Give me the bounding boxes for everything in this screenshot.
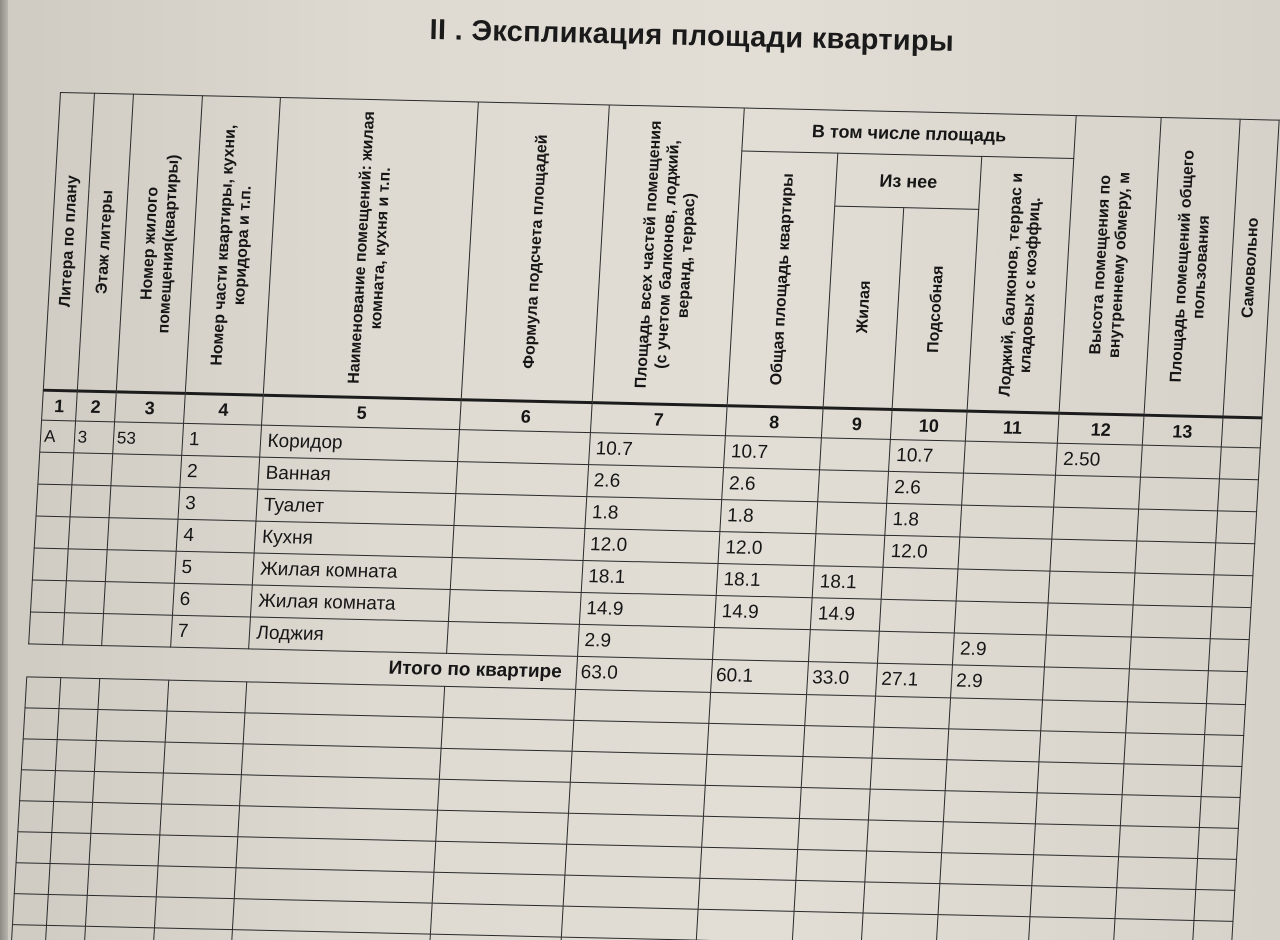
cell-floor: 3 — [73, 421, 114, 454]
cell-formula — [458, 430, 590, 465]
cell-unauthorized — [1217, 479, 1258, 512]
col-number: 11 — [966, 411, 1060, 443]
header-total-area: Общая площадь квартиры — [727, 151, 838, 408]
header-room-name: Наименование помещений: жилая комната, кухня и т.п. — [264, 98, 479, 400]
cell-floor — [71, 453, 112, 486]
cell-area-all: 2.6 — [586, 465, 723, 500]
cell-auxiliary — [880, 599, 957, 633]
cell-room-name: Ванная — [258, 457, 458, 493]
blank-cell — [563, 875, 700, 909]
blank-cell — [21, 739, 56, 771]
blank-cell — [436, 810, 568, 844]
blank-cell — [707, 723, 805, 756]
cell-apartment — [102, 614, 173, 648]
total-common — [1127, 669, 1208, 704]
blank-cell — [1030, 886, 1116, 919]
cell-total-area: 14.9 — [714, 596, 812, 630]
blank-cell — [867, 820, 944, 853]
header-apartment-number: Номер жилого помещения(квартиры) — [116, 94, 202, 393]
cell-part: 3 — [178, 487, 258, 521]
blank-cell — [705, 754, 803, 787]
cell-unauthorized — [1213, 543, 1254, 576]
cell-unauthorized — [1212, 575, 1253, 608]
cell-litera — [32, 548, 67, 581]
cell-auxiliary — [878, 631, 955, 665]
blank-cell — [1192, 920, 1233, 940]
blank-cell — [1199, 797, 1240, 829]
cell-room-name: Кухня — [255, 521, 455, 557]
cell-room-name: Коридор — [260, 425, 460, 461]
total-total-area: 60.1 — [711, 659, 809, 694]
cell-loggia — [954, 601, 1048, 635]
blank-cell — [235, 868, 435, 903]
cell-unauthorized — [1219, 447, 1260, 480]
cell-room-name: Туалет — [256, 489, 456, 525]
blank-cell — [434, 841, 566, 875]
cell-total-area: 2.6 — [722, 468, 820, 502]
cell-total-area: 12.0 — [718, 532, 816, 566]
cell-apartment: 53 — [113, 422, 184, 456]
cell-room-name: Лоджия — [249, 617, 449, 653]
blank-cell — [1034, 824, 1120, 857]
cell-litera — [36, 484, 71, 517]
cell-living — [818, 470, 889, 504]
cell-part: 7 — [170, 615, 250, 649]
cell-floor — [70, 485, 111, 518]
cell-living: 18.1 — [812, 566, 883, 600]
blank-cell — [163, 742, 243, 775]
header-floor: Этаж литеры — [77, 93, 133, 392]
cell-formula — [454, 494, 586, 529]
cell-common — [1131, 605, 1211, 639]
blank-cell — [165, 711, 245, 744]
blank-cell — [236, 837, 436, 872]
cell-apartment — [105, 550, 176, 584]
cell-loggia — [962, 473, 1056, 507]
blank-cell — [1029, 917, 1115, 940]
cell-area-all: 12.0 — [583, 529, 720, 564]
cell-height — [1052, 507, 1138, 541]
header-common-area: Площадь помещений общего пользования — [1144, 117, 1240, 416]
cell-auxiliary: 2.6 — [887, 471, 964, 505]
blank-cell — [947, 729, 1041, 762]
col-number: 7 — [590, 403, 727, 436]
cell-formula — [451, 558, 583, 593]
cell-auxiliary: 1.8 — [885, 503, 962, 537]
cell-part: 6 — [172, 583, 252, 617]
explication-table — [10, 92, 1280, 940]
cell-apartment — [111, 454, 182, 488]
cell-apartment — [107, 518, 178, 552]
cell-room-name: Жилая комната — [253, 553, 453, 589]
blank-cell — [940, 853, 1034, 886]
blank-cell — [156, 866, 236, 899]
cell-formula — [449, 589, 581, 624]
blank-cell — [872, 727, 949, 760]
blank-cell — [1195, 858, 1236, 890]
cell-floor — [62, 613, 103, 646]
blank-cell — [869, 789, 946, 822]
cell-litera — [31, 580, 66, 613]
blank-cell — [696, 909, 794, 940]
cell-common — [1129, 637, 1209, 671]
header-part-number: Номер части квартиры, кухни, коридора и т.п. — [185, 96, 281, 395]
blank-cell — [1036, 793, 1122, 826]
blank-cell — [11, 925, 46, 940]
header-living: Жилая — [823, 206, 904, 409]
blank-cell — [1041, 700, 1127, 733]
blank-cell — [87, 864, 158, 897]
blank-cell — [570, 751, 707, 785]
blank-cell — [48, 863, 89, 895]
cell-common — [1139, 477, 1219, 511]
blank-cell — [573, 689, 710, 723]
cell-loggia — [958, 537, 1052, 571]
header-loggia: Лоджий, балконов, террас и кладовых с коэффиц. — [967, 156, 1074, 413]
total-loggia: 2.9 — [951, 665, 1045, 700]
col-number: 1 — [42, 390, 77, 421]
blank-cell — [1032, 855, 1118, 888]
header-litera: Литера по плану — [43, 93, 94, 391]
cell-litera — [38, 452, 73, 485]
page-binding-edge — [0, 0, 8, 940]
cell-unauthorized — [1208, 639, 1249, 672]
blank-cell — [805, 695, 876, 728]
cell-part: 2 — [180, 455, 260, 489]
blank-cell — [1117, 857, 1197, 890]
col-number: 12 — [1058, 413, 1144, 445]
blank-cell — [945, 760, 1039, 793]
cell-area-all: 18.1 — [581, 560, 718, 595]
blank-cell — [1204, 704, 1245, 736]
blank-cell — [561, 906, 698, 940]
cell-area-all: 14.9 — [579, 592, 716, 627]
blank-cell — [1115, 888, 1195, 921]
blank-cell — [23, 708, 58, 740]
blank-cell — [1194, 889, 1235, 921]
blank-cell — [92, 771, 163, 804]
blank-cell — [91, 802, 162, 835]
cell-loggia — [964, 441, 1058, 475]
col-number: 3 — [114, 392, 185, 424]
blank-cell — [870, 758, 947, 791]
cell-common — [1140, 445, 1220, 479]
blank-cell — [244, 713, 444, 748]
cell-unauthorized — [1210, 607, 1251, 640]
blank-cell — [702, 816, 800, 849]
blank-cell — [161, 773, 241, 806]
cell-auxiliary — [881, 567, 958, 601]
blank-cell — [1113, 919, 1193, 940]
blank-cell — [57, 709, 98, 741]
cell-litera — [34, 516, 69, 549]
header-group-including: В том числе площадь — [742, 108, 1077, 158]
blank-cell — [1124, 733, 1204, 766]
col-number — [1221, 417, 1262, 448]
cell-formula — [453, 526, 585, 561]
cell-common — [1135, 541, 1215, 575]
cell-living — [809, 630, 880, 664]
cell-living: 14.9 — [810, 598, 881, 632]
blank-cell — [442, 717, 574, 751]
blank-cell — [698, 878, 796, 911]
blank-cell — [18, 801, 53, 833]
blank-cell — [59, 678, 100, 710]
blank-cell — [792, 911, 863, 940]
blank-cell — [800, 787, 871, 820]
header-formula: Формула подсчета площадей — [462, 102, 609, 403]
cell-height — [1054, 475, 1140, 509]
blank-cell — [1197, 828, 1238, 860]
cell-floor — [68, 517, 109, 550]
cell-area-all: 10.7 — [588, 433, 725, 468]
cell-area-all: 1.8 — [585, 497, 722, 532]
blank-cell — [796, 849, 867, 882]
blank-cell — [44, 925, 85, 940]
total-unauthorized — [1206, 671, 1247, 705]
cell-area-all: 2.9 — [577, 624, 714, 659]
blank-cell — [862, 913, 939, 940]
blank-cell — [20, 770, 55, 802]
blank-cell — [160, 804, 240, 837]
col-number: 5 — [262, 395, 462, 429]
cell-formula — [456, 462, 588, 497]
blank-cell — [55, 740, 96, 772]
blank-cell — [431, 903, 563, 937]
cell-part: 5 — [174, 551, 254, 585]
blank-cell — [85, 895, 156, 928]
header-area-all: Площадь всех частей помещения (с учетом балконов, лоджий, веранд, террас) — [592, 105, 744, 406]
blank-cell — [51, 802, 92, 834]
cell-height — [1047, 603, 1133, 637]
total-living: 33.0 — [807, 662, 878, 697]
cell-height — [1048, 571, 1134, 605]
cell-height — [1045, 635, 1131, 669]
blank-cell — [154, 897, 234, 930]
cell-total-area: 18.1 — [716, 564, 814, 598]
blank-rows — [11, 677, 1246, 940]
blank-cell — [944, 791, 1038, 824]
total-label: Итого по квартире — [27, 644, 577, 689]
col-number: 6 — [460, 400, 592, 433]
total-area-all: 63.0 — [575, 656, 712, 692]
blank-cell — [1201, 766, 1242, 798]
blank-cell — [16, 832, 51, 864]
blank-cell — [433, 872, 565, 906]
blank-cell — [703, 785, 801, 818]
cell-auxiliary: 12.0 — [883, 535, 960, 569]
blank-cell — [1120, 795, 1200, 828]
page-title: II . Экспликация площади квартиры — [429, 14, 955, 58]
blank-cell — [863, 882, 940, 915]
blank-cell — [794, 880, 865, 913]
blank-cell — [438, 779, 570, 813]
blank-cell — [1126, 702, 1206, 735]
blank-cell — [572, 720, 709, 754]
col-number: 10 — [891, 409, 968, 441]
cell-room-name: Жилая комната — [251, 585, 451, 621]
blank-cell — [709, 692, 807, 725]
blank-cell — [874, 696, 951, 729]
blank-cell — [865, 851, 942, 884]
blank-cell — [938, 884, 1032, 917]
blank-cell — [46, 894, 87, 926]
explication-table-wrapper — [10, 92, 1280, 940]
header-height: Высота помещения по внутреннему обмеру, м — [1059, 116, 1161, 416]
cell-total-area — [712, 627, 810, 661]
col-number: 2 — [75, 391, 116, 422]
cell-litera — [29, 612, 64, 645]
blank-cell — [568, 782, 705, 816]
total-auxiliary: 27.1 — [876, 663, 953, 698]
blank-cell — [98, 679, 169, 712]
header-auxiliary: Подсобная — [892, 208, 979, 411]
cell-litera: А — [40, 420, 75, 453]
cell-unauthorized — [1215, 511, 1256, 544]
blank-cell — [1202, 735, 1243, 767]
blank-cell — [1038, 762, 1124, 795]
blank-cell — [25, 677, 60, 709]
cell-loggia — [956, 569, 1050, 603]
blank-cell — [1122, 764, 1202, 797]
cell-loggia — [960, 505, 1054, 539]
blank-cell — [949, 698, 1043, 731]
header-unauthorized: Самовольно — [1223, 119, 1280, 418]
cell-floor — [66, 549, 107, 582]
blank-cell — [94, 740, 165, 773]
col-number: 8 — [725, 406, 823, 438]
blank-cell — [1039, 731, 1125, 764]
total-height — [1043, 667, 1129, 702]
blank-cell — [1119, 826, 1199, 859]
cell-total-area: 10.7 — [724, 436, 822, 470]
blank-cell — [443, 686, 575, 720]
blank-cell — [936, 915, 1030, 940]
blank-cell — [566, 813, 703, 847]
data-rows — [29, 420, 1261, 671]
cell-part: 4 — [176, 519, 256, 553]
cell-apartment — [103, 582, 174, 616]
cell-living — [816, 502, 887, 536]
blank-cell — [84, 926, 155, 940]
blank-cell — [798, 818, 869, 851]
cell-part: 1 — [182, 423, 262, 457]
blank-cell — [158, 835, 238, 868]
col-number: 13 — [1142, 415, 1222, 447]
blank-cell — [238, 806, 438, 841]
blank-cell — [12, 894, 47, 926]
blank-cell — [245, 682, 445, 717]
cell-loggia: 2.9 — [953, 633, 1047, 667]
blank-cell — [942, 822, 1036, 855]
cell-total-area: 1.8 — [720, 500, 818, 534]
blank-cell — [240, 775, 440, 810]
col-number: 9 — [822, 408, 893, 440]
blank-cell — [50, 832, 91, 864]
cell-living — [820, 438, 891, 472]
cell-height — [1050, 539, 1136, 573]
cell-formula — [447, 621, 579, 656]
blank-cell — [242, 744, 442, 779]
blank-cell — [233, 899, 433, 934]
blank-cell — [53, 771, 94, 803]
header-subgroup: Из нее — [835, 153, 982, 209]
cell-common — [1133, 573, 1213, 607]
blank-cell — [96, 710, 167, 743]
blank-cell — [803, 726, 874, 759]
blank-cell — [14, 863, 49, 895]
blank-cell — [565, 844, 702, 878]
cell-living — [814, 534, 885, 568]
cell-auxiliary: 10.7 — [889, 439, 966, 473]
blank-cell — [801, 757, 872, 790]
blank-cell — [167, 680, 247, 713]
col-number: 4 — [183, 393, 263, 425]
cell-floor — [64, 581, 105, 614]
blank-cell — [440, 748, 572, 782]
cell-common — [1137, 509, 1217, 543]
cell-height: 2.50 — [1056, 443, 1142, 477]
blank-cell — [700, 847, 798, 880]
cell-apartment — [109, 486, 180, 520]
blank-cell — [89, 833, 160, 866]
blank-cell — [152, 928, 232, 940]
